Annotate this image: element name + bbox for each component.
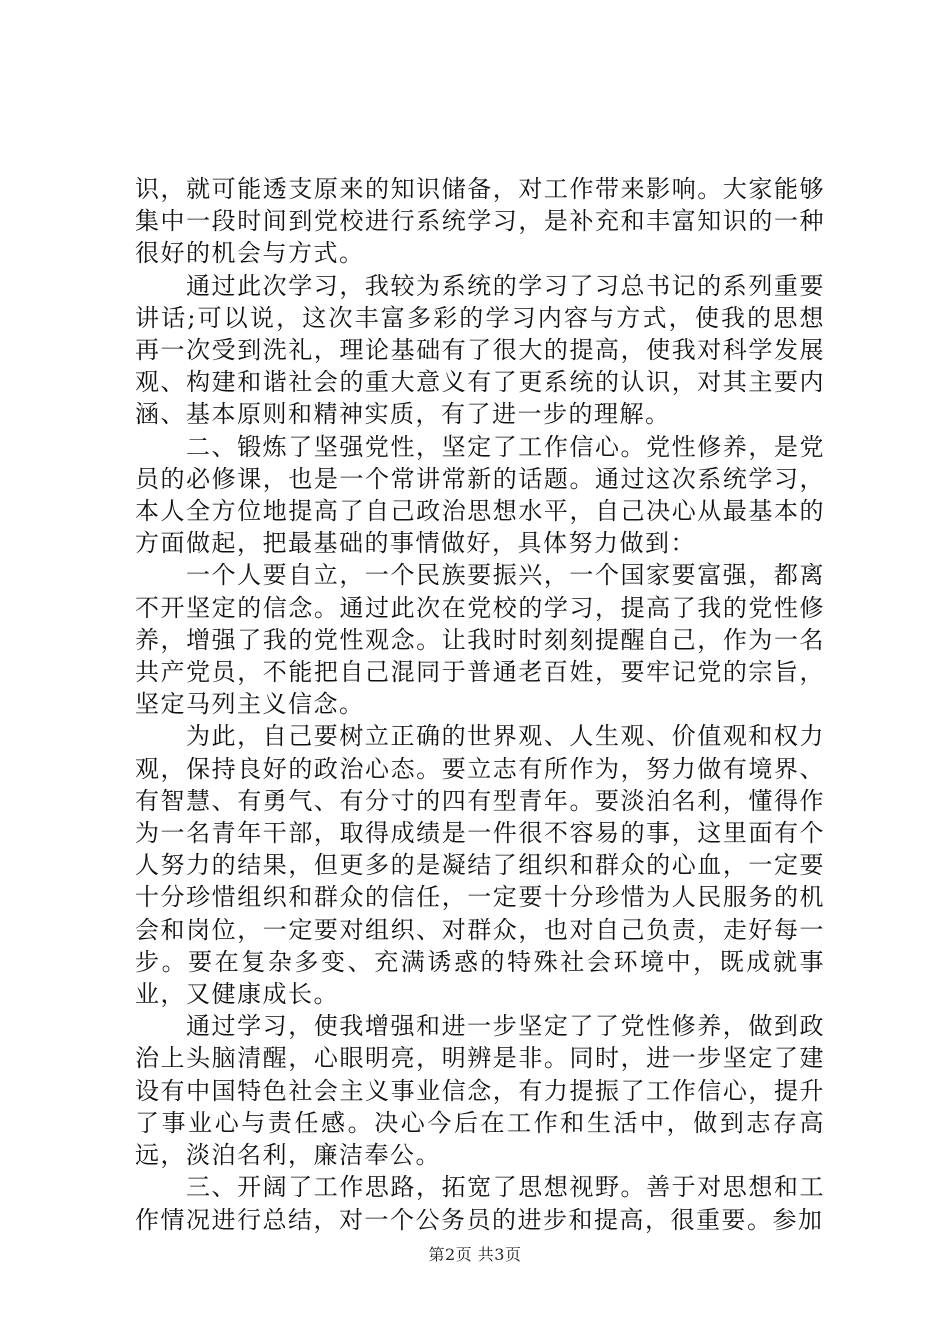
document-body — [135, 173, 825, 1236]
paragraph: 二、锻炼了坚强党性，坚定了工作信心。党性修养，是党员的必修课，也是一个常讲常新的话题。通过这次系统学习，本人全方位地提高了自己政治思想水平，自己决心从最基本的方面做起，把最基础的事情做好，具体努力做到： — [135, 432, 825, 558]
page-number-footer: 第2页 共3页 — [428, 1245, 522, 1264]
paragraph: 通过此次学习，我较为系统的学习了习总书记的系列重要讲话;可以说，这次丰富多彩的学习内容与方式，使我的思想再一次受到洗礼，理论基础有了很大的提高，使我对科学发展观、构建和谐社会的重大意义有了更系统的认识，对其主要内涵、基本原则和精神实质，有了进一步的理解。 — [135, 271, 825, 429]
paragraph: 一个人要自立，一个民族要振兴，一个国家要富强，都离不开坚定的信念。通过此次在党校的学习，提高了我的党性修养，增强了我的党性观念。让我时时刻刻提醒自己，作为一名共产党员，不能把自己混同于普通老百姓，要牢记党的宗旨，坚定马列主义信念。 — [135, 561, 825, 719]
paragraph: 三、开阔了工作思路，拓宽了思想视野。善于对思想和工作情况进行总结，对一个公务员的进步和提高，很重要。参加 — [135, 1173, 825, 1234]
paragraph: 通过学习，使我增强和进一步坚定了了党性修养，做到政治上头脑清醒，心眼明亮，明辨是非。同时，进一步坚定了建设有中国特色社会主义事业信念，有力提振了工作信心，提升了事业心与责任感。决心今后在工作和生活中，做到志存高远，淡泊名利，廉洁奉公。 — [135, 1012, 825, 1170]
paragraph: 为此，自己要树立正确的世界观、人生观、价值观和权力观，保持良好的政治心态。要立志有所作为，努力做有境界、有智慧、有勇气、有分寸的四有型青年。要淡泊名利，懂得作为一名青年干部，取得成绩是一件很不容易的事，这里面有个人努力的结果，但更多的是凝结了组织和群众的心血，一定要十分珍惜组织和群众的信任，一定要十分珍惜为人民服务的机会和岗位，一定要对组织、对群众，也对自己负责，走好每一步。要在复杂多变、充满诱惑的特殊社会环境中，既成就事业，又健康成长。 — [135, 722, 825, 1009]
paragraph: 识，就可能透支原来的知识储备，对工作带来影响。大家能够集中一段时间到党校进行系统学习，是补充和丰富知识的一种很好的机会与方式。 — [135, 175, 825, 268]
